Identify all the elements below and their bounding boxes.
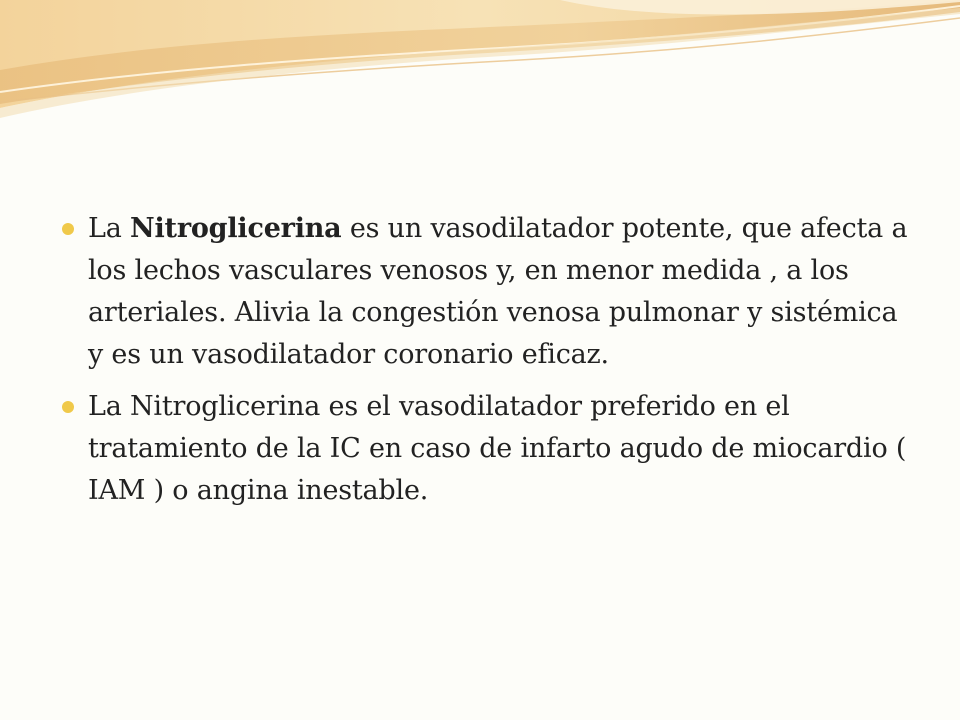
header-swoosh-decoration	[0, 0, 960, 130]
bullet-item-2	[62, 386, 912, 512]
bullet-dot-icon	[62, 223, 74, 235]
bullet-1-body: es un vasodilatador potente, que afecta a los lechos vasculares venosos y, en menor medida , a los arteriales. Alivia la congestión venosa pulmonar y sistémica y es un vasodilatador coronario eficaz.	[88, 213, 908, 370]
bullet-text-2: La Nitroglicerina es el vasodilatador preferido en el tratamiento de la IC en caso de infarto agudo de miocardio ( IAM ) o angina inestable.	[88, 391, 907, 506]
bullet-list	[62, 208, 912, 522]
bullet-text-1	[88, 208, 912, 376]
bullet-1-bold-term: Nitroglicerina	[130, 213, 342, 244]
bullet-dot-icon	[62, 401, 74, 413]
bullet-item-1	[62, 208, 912, 376]
bullet-1-prefix: La	[88, 213, 131, 244]
